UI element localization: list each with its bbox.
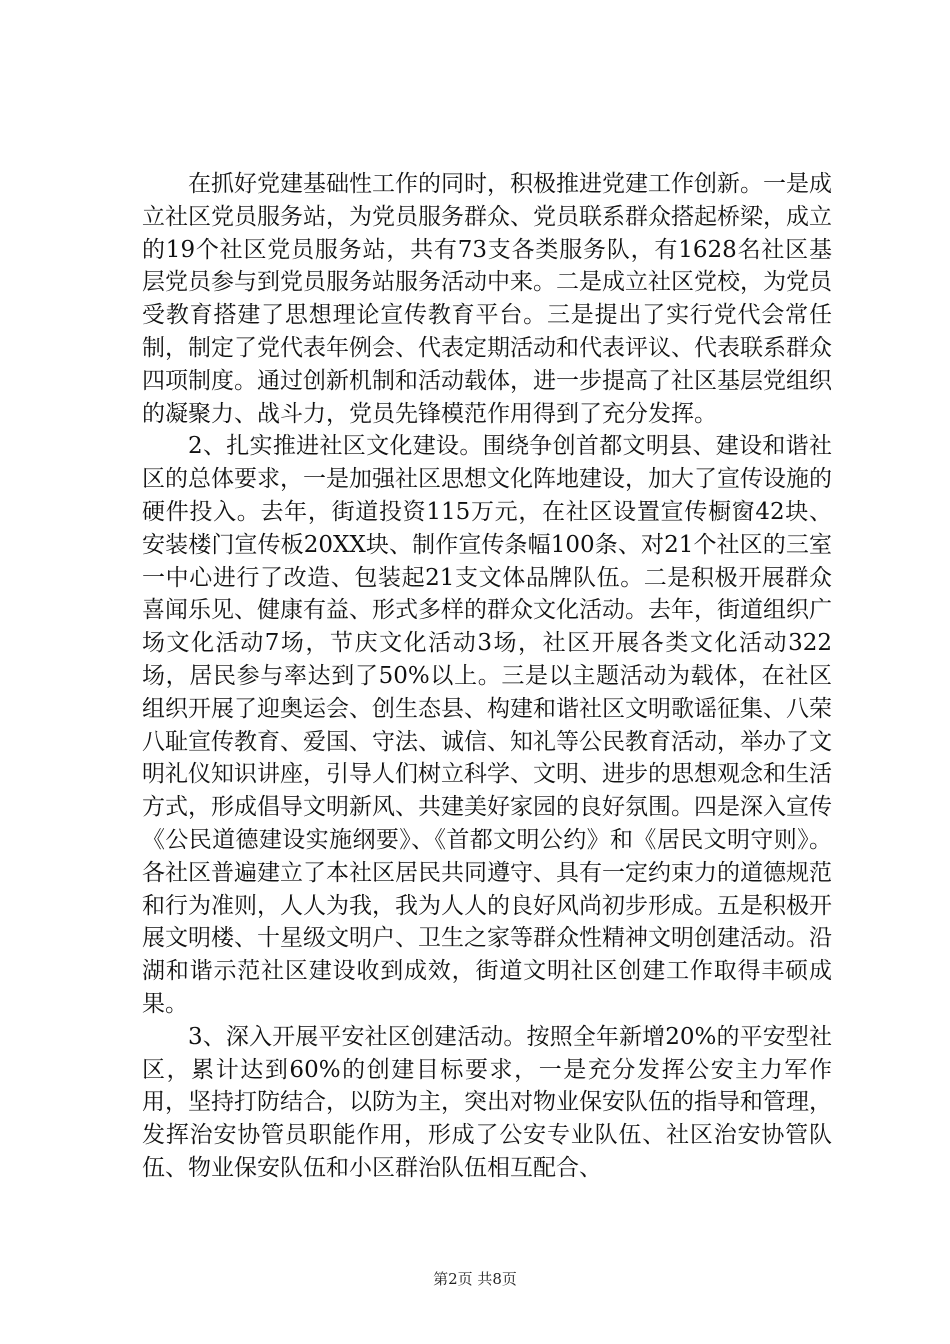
page-number-footer: 第2页 共8页 xyxy=(433,1270,517,1288)
paragraph-safe-community: 3、深入开展平安社区创建活动。按照全年新增20%的平安型社区，累计达到60%的创建目标要求，一是充分发挥公安主力军作用，坚持打防结合，以防为主，突出对物业保安队伍的指导和管理，发挥治安协管员职能作用，形成了公安专业队伍、社区治安协管队伍、物业保安队伍和小区群治队伍相互配合、 xyxy=(142,1023,832,1181)
document-body xyxy=(142,168,832,1185)
paragraph-party-building: 在抓好党建基础性工作的同时，积极推进党建工作创新。一是成立社区党员服务站，为党员服务群众、党员联系群众搭起桥梁，成立的19个社区党员服务站，共有73支各类服务队，有1628名社区基层党员参与到党员服务站服务活动中来。二是成立社区党校，为党员受教育搭建了思想理论宣传教育平台。三是提出了实行党代会常任制，制定了党代表年例会、代表定期活动和代表评议、代表联系群众四项制度。通过创新机制和活动载体，进一步提高了社区基层党组织的凝聚力、战斗力，党员先锋模范作用得到了充分发挥。 xyxy=(142,171,832,427)
paragraph-culture-building: 2、扎实推进社区文化建设。围绕争创首都文明县、建设和谐社区的总体要求，一是加强社区思想文化阵地建设，加大了宣传设施的硬件投入。去年，街道投资115万元，在社区设置宣传橱窗42块、安装楼门宣传板20XX块、制作宣传条幅100条、对21个社区的三室一中心进行了改造、包装起21支文体品牌队伍。二是积极开展群众喜闻乐见、健康有益、形式多样的群众文化活动。去年，街道组织广场文化活动7场，节庆文化活动3场，社区开展各类文化活动322场，居民参与率达到了50%以上。三是以主题活动为载体，在社区组织开展了迎奥运会、创生态县、构建和谐社区文明歌谣征集、八荣八耻宣传教育、爱国、守法、诚信、知礼等公民教育活动，举办了文明礼仪知识讲座，引导人们树立科学、文明、进步的思想观念和生活方式，形成倡导文明新风、共建美好家园的良好氛围。四是深入宣传《公民道德建设实施纲要》、《首都文明公约》和《居民文明守则》。各社区普遍建立了本社区居民共同遵守、具有一定约束力的道德规范和行为准则，人人为我，我为人人的良好风尚初步形成。五是积极开展文明楼、十星级文明户、卫生之家等群众性精神文明创建活动。沿湖和谐示范社区建设收到成效，街道文明社区创建工作取得丰硕成果。 xyxy=(142,433,832,1017)
